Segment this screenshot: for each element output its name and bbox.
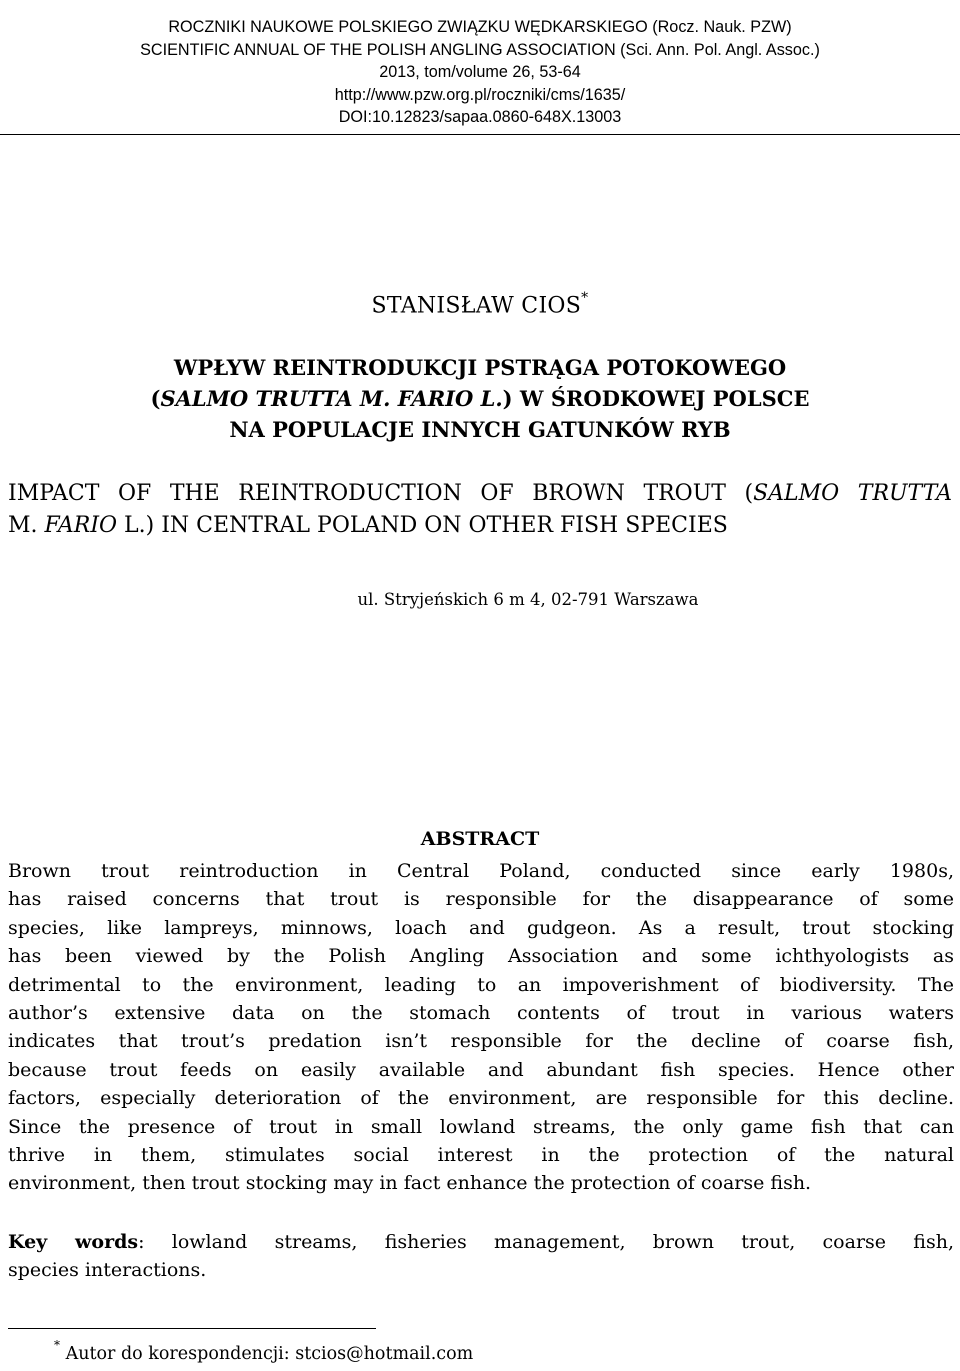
title-english-line-1 — [8, 478, 952, 510]
journal-title-en: SCIENTIFIC ANNUAL OF THE POLISH ANGLING ASSOCIATION (Sci. Ann. Pol. Angl. Assoc.) — [140, 40, 820, 59]
keywords — [8, 1228, 954, 1285]
abstract-line: because trout feeds on easily available and abundant fish species. Hence other — [8, 1058, 954, 1081]
title-english-subspecies: FARIO — [44, 512, 118, 538]
journal-url[interactable]: http://www.pzw.org.pl/roczniki/cms/1635/ — [334, 85, 626, 104]
journal-title-pl: ROCZNIKI NAUKOWE POLSKIEGO ZWIĄZKU WĘDKARSKIEGO (Rocz. Nauk. PZW) — [168, 18, 792, 36]
abstract-line: indicates that trout’s predation isn’t responsible for the decline of coarse fish, — [8, 1030, 954, 1053]
journal-doi: DOI:10.12823/sapaa.0860-648X.13003 — [338, 108, 622, 126]
title-english-line-2-a: M. — [8, 512, 45, 538]
abstract-body — [8, 857, 954, 1198]
header-divider — [0, 134, 960, 135]
title-english — [8, 478, 952, 541]
footnote-text: Autor do korespondencji: stcios@hotmail.com — [60, 1343, 474, 1364]
author-address: ul. Stryjeńskich 6 m 4, 02-791 Warszawa — [357, 590, 699, 609]
abstract-line: has been viewed by the Polish Angling Association and some ichthyologists as — [8, 945, 954, 968]
abstract-line: species, like lampreys, minnows, loach and gudgeon. As a result, trout stocking — [8, 916, 954, 939]
abstract-line: author’s extensive data on the stomach contents of trout in various waters — [8, 1002, 954, 1025]
footnote — [54, 1338, 474, 1364]
abstract-line: Brown trout reintroduction in Central Poland, conducted since early 1980s, — [8, 860, 954, 882]
abstract-line: has raised concerns that trout is responsible for the disappearance of some — [8, 888, 954, 911]
journal-volume: 2013, tom/volume 26, 53-64 — [379, 63, 581, 81]
title-polish — [0, 352, 960, 445]
abstract-line: factors, especially deterioration of the environment, are responsible for this decline. — [8, 1087, 954, 1110]
title-polish-species: SALMO TRUTTA M. FARIO L. — [160, 386, 503, 411]
title-english-line-2 — [8, 510, 952, 542]
title-polish-line-2-rest: ) W ŚRODKOWEJ POLSCE — [502, 386, 810, 411]
abstract-line: thrive in them, stimulates social interest in the protection of the natural — [8, 1144, 954, 1167]
author-footnote-marker: * — [581, 290, 589, 306]
title-english-species: SALMO TRUTTA — [753, 481, 952, 506]
abstract-line: environment, then trout stocking may in fact enhance the protection of coarse fish. — [8, 1172, 812, 1195]
author-name-text: STANISŁAW CIOS — [371, 293, 582, 319]
title-polish-line-2 — [0, 383, 960, 414]
author-name — [0, 292, 960, 318]
abstract-line: detrimental to the environment, leading to an impoverishment of biodiversity. The — [8, 973, 954, 996]
keywords-label: Key words — [8, 1231, 139, 1253]
title-polish-line-1: WPŁYW REINTRODUKCJI PSTRĄGA POTOKOWEGO — [173, 355, 787, 380]
title-english-line-2-b: L.) IN CENTRAL POLAND ON OTHER FISH SPECIES — [117, 512, 728, 538]
footnote-marker: * — [54, 1338, 60, 1352]
footnote-divider — [8, 1328, 376, 1329]
abstract-line: Since the presence of trout in small lowland streams, the only game fish that can — [8, 1115, 954, 1138]
keywords-list: : lowland streams, fisheries management, brown trout, coarse fish, — [138, 1231, 954, 1253]
keywords-line-2: species interactions. — [8, 1259, 207, 1282]
title-english-line-1-text: IMPACT OF THE REINTRODUCTION OF BROWN TROUT ( — [8, 481, 754, 506]
abstract-heading: ABSTRACT — [420, 828, 540, 850]
keywords-line-1 — [8, 1228, 954, 1256]
journal-header — [0, 16, 960, 129]
title-polish-paren: ( — [150, 386, 161, 411]
title-polish-line-3: NA POPULACJE INNYCH GATUNKÓW RYB — [229, 417, 731, 442]
